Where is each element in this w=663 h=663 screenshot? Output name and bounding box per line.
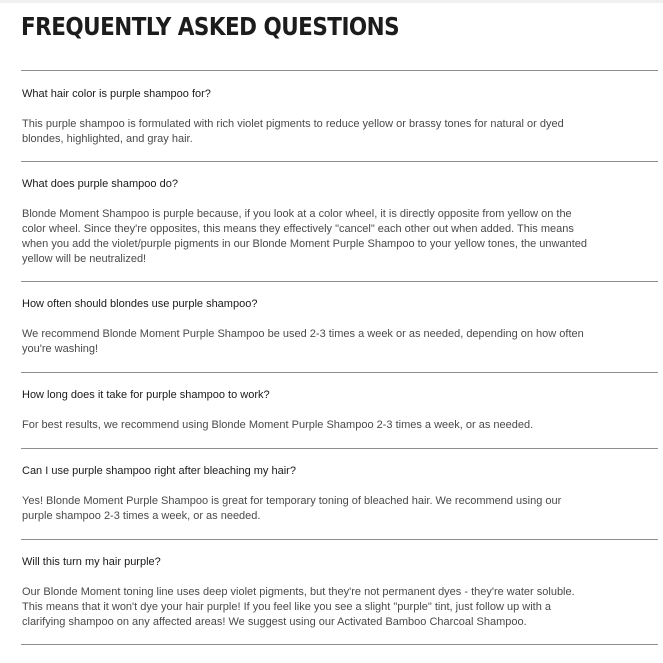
answer-line: This means that it won't dye your hair purple! If you feel like you see a slight "purple" tint, just follow up with a	[22, 601, 552, 613]
answer-line: Yes! Blonde Moment Purple Shampoo is great for temporary toning of bleached hair. We recommend using our	[22, 495, 562, 507]
faq-question-6[interactable]: Will this turn my hair purple?	[22, 556, 161, 568]
page-title: FREQUENTLY ASKED QUESTIONS	[21, 12, 400, 41]
faq-answer-4	[22, 418, 582, 433]
faq-question-4[interactable]: How long does it take for purple shampoo to work?	[22, 389, 270, 401]
divider	[21, 448, 658, 449]
answer-line: purple shampoo 2-3 times a week, or as needed.	[22, 510, 261, 522]
faq-answer-5	[22, 494, 582, 524]
faq-question-2[interactable]: What does purple shampoo do?	[22, 178, 178, 190]
answer-line: Our Blonde Moment toning line uses deep violet pigments, but they're not permanent dyes - they're water soluble.	[22, 586, 575, 598]
faq-answer-3	[22, 327, 582, 357]
answer-line: when you add the violet/purple pigments in our Blonde Moment Purple Shampoo to your yellow tones, the unwanted	[22, 238, 588, 250]
answer-line: clarifying shampoo on any affected areas! We suggest using our Activated Bamboo Charcoal Shampoo.	[22, 616, 527, 628]
divider	[21, 644, 658, 645]
answer-line: color wheel. Since they're opposites, this means they effectively "cancel" each other out when added. This means	[22, 223, 574, 235]
faq-question-3[interactable]: How often should blondes use purple shampoo?	[22, 298, 258, 310]
faq-question-5[interactable]: Can I use purple shampoo right after bleaching my hair?	[22, 465, 296, 477]
divider	[21, 281, 658, 282]
top-border	[0, 0, 663, 3]
faq-answer-6	[22, 585, 582, 630]
faq-question-1[interactable]: What hair color is purple shampoo for?	[22, 88, 211, 100]
faq-answer-2	[22, 207, 588, 267]
divider	[21, 539, 658, 540]
divider	[21, 70, 658, 71]
answer-line: you're washing!	[22, 343, 99, 355]
answer-line: yellow will be neutralized!	[22, 253, 147, 265]
answer-line: This purple shampoo is formulated with rich violet pigments to reduce yellow or brassy tones for natural or dyed	[22, 118, 564, 130]
answer-line: blondes, highlighted, and gray hair.	[22, 133, 193, 145]
answer-line: For best results, we recommend using Blonde Moment Purple Shampoo 2-3 times a week, or as needed.	[22, 419, 534, 431]
answer-line: Blonde Moment Shampoo is purple because, if you look at a color wheel, it is directly opposite from yellow on the	[22, 208, 572, 220]
divider	[21, 161, 658, 162]
answer-line: We recommend Blonde Moment Purple Shampoo be used 2-3 times a week or as needed, depending on how often	[22, 328, 584, 340]
divider	[21, 372, 658, 373]
faq-answer-1	[22, 117, 582, 147]
